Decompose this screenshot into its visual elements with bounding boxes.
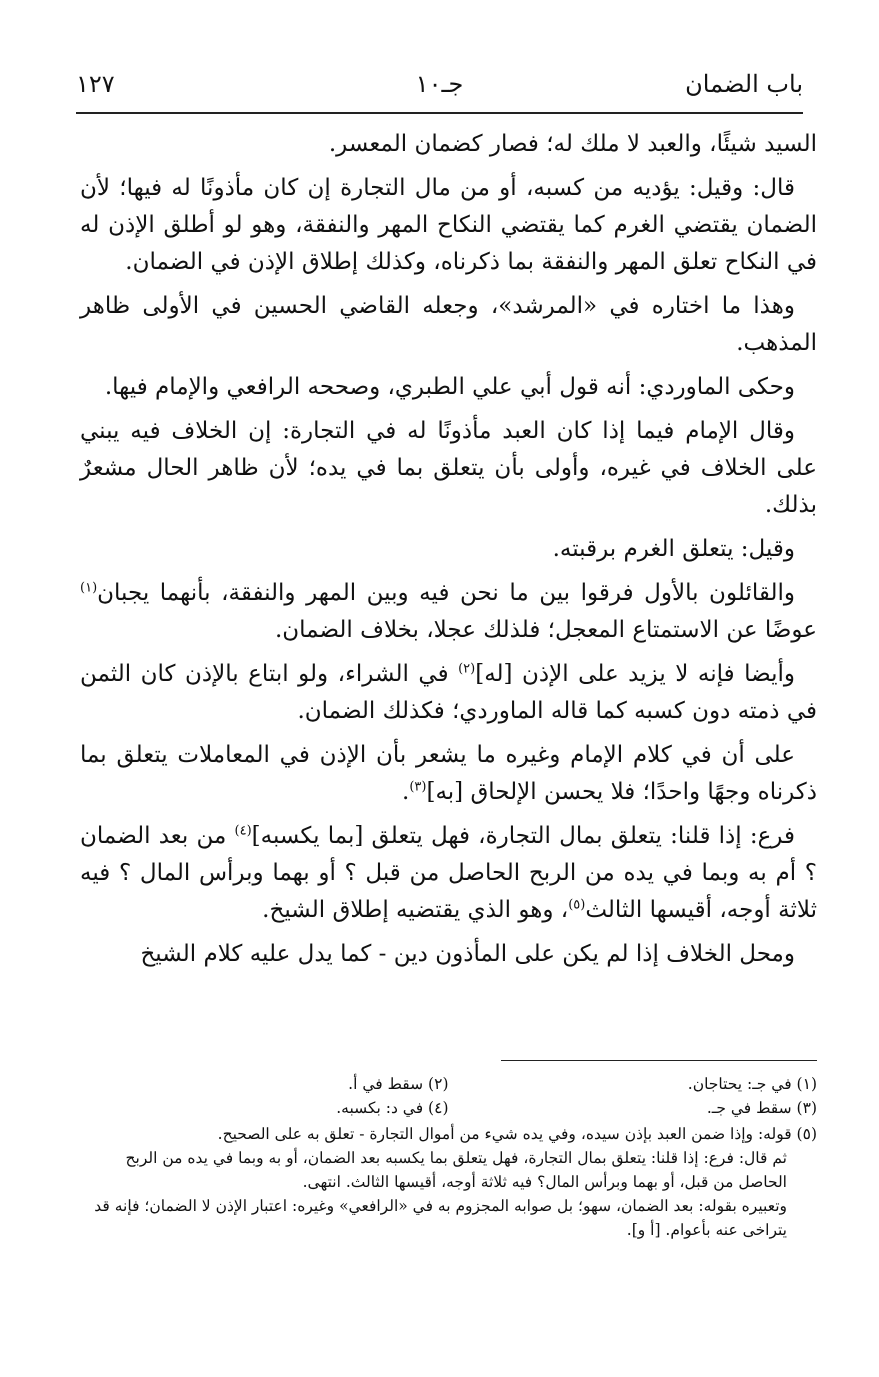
volume-number: جـ١٠ xyxy=(415,70,464,98)
paragraph-text: عوضًا عن الاستمتاع المعجل؛ فلذلك عجلا، بخلاف الضمان. xyxy=(274,617,817,643)
footnote-5-line: (٥) قوله: وإذا ضمن العبد بإذن سيده، وفي يده شيء من أموال التجارة - تعلق به على الصحيح. xyxy=(217,1125,817,1143)
paragraph: السيد شيئًا، والعبد لا ملك له؛ فصار كضمان المعسر. xyxy=(328,131,817,157)
paragraph-text: وأيضا فإنه لا يزيد على الإذن [له] xyxy=(475,661,795,687)
paragraph-text: ، وهو الذي يقتضيه إطلاق الشيخ. xyxy=(262,897,569,923)
footnote-ref: (٥) xyxy=(568,897,586,913)
paragraph xyxy=(80,575,817,649)
paragraph: وهذا ما اختاره في «المرشد»، وجعله القاضي الحسين في الأولى ظاهر المذهب. xyxy=(80,293,817,356)
footnote-5 xyxy=(80,1122,817,1242)
paragraph-text: من بعد الضمان ؟ أم به وبما في يده من الربح الحاصل من قبل ؟ أو بهما وبرأس المال ؟ فيه ثلاثة أوجه، أقيسها الثالث xyxy=(80,823,817,923)
footnote-5-line: ثم قال: فرع: إذا قلنا: يتعلق بمال التجارة، فهل يتعلق بما يكسبه بعد الضمان، أو به وبما في يده من الربح الحاصل من قبل، أو بهما وبرأس المال؟ فيه ثلاثة أوجه، أقيسها الثالث. انتهى. xyxy=(125,1149,787,1191)
paragraph-text: على أن في كلام الإمام وغيره ما يشعر بأن الإذن في المعاملات يتعلق بما ذكرناه وجهًا واحدًا؛ فلا يحسن الإلحاق [به] xyxy=(80,742,817,805)
chapter-title: باب الضمان xyxy=(685,70,803,98)
footnote-ref: (٤) xyxy=(234,823,252,839)
header-divider xyxy=(76,112,803,114)
paragraph-text: . xyxy=(402,779,410,805)
main-text xyxy=(80,126,817,980)
footnote-divider xyxy=(501,1060,817,1061)
paragraph: وقال الإمام فيما إذا كان العبد مأذونًا له في التجارة: إن الخلاف فيه يبني على الخلاف في غيره، وأولى بأن يتعلق بما في يده؛ لأن ظاهر الحال مشعرٌ بذلك. xyxy=(80,418,817,518)
paragraph-text: والقائلون بالأول فرقوا بين ما نحن فيه وبين المهر والنفقة، بأنهما يجبان xyxy=(97,580,795,606)
paragraph: ومحل الخلاف إذا لم يكن على المأذون دين - كما يدل عليه كلام الشيخ xyxy=(140,941,795,967)
footnote-2: (٢) سقط في أ. xyxy=(348,1075,449,1093)
paragraph xyxy=(80,818,817,929)
footnote-3: (٣) سقط في جـ. xyxy=(706,1099,817,1117)
paragraph-text: فرع: إذا قلنا: يتعلق بمال التجارة، فهل يتعلق [بما يكسبه] xyxy=(251,823,795,849)
paragraph: وقيل: يتعلق الغرم برقبته. xyxy=(552,536,795,562)
footnote-ref: (١) xyxy=(80,580,98,596)
paragraph: وحكى الماوردي: أنه قول أبي علي الطبري، وصححه الرافعي والإمام فيها. xyxy=(104,374,795,400)
running-header xyxy=(76,64,803,104)
footnote-ref: (٣) xyxy=(409,779,427,795)
footnote-ref: (٢) xyxy=(458,661,476,677)
footnote-1: (١) في جـ: يحتاجان. xyxy=(687,1075,817,1093)
paragraph: قال: وقيل: يؤديه من كسبه، أو من مال التجارة إن كان مأذونًا له فيها؛ لأن الضمان يقتضي الغرم كما يقتضي النكاح المهر والنفقة، وهو لو أطلق الإذن له في النكاح تعلق المهر والنفقة بما ذكرناه، وكذلك إطلاق الإذن في الضمان. xyxy=(80,175,817,275)
paragraph-text: في الشراء، ولو ابتاع بالإذن كان الثمن في ذمته دون كسبه كما قاله الماوردي؛ فكذلك الضمان. xyxy=(80,661,817,724)
footnote-row xyxy=(80,1072,817,1096)
footnote-4: (٤) في د: بكسبه. xyxy=(336,1099,449,1117)
page-number: ١٢٧ xyxy=(76,70,115,98)
footnote-5-line: وتعبيره بقوله: بعد الضمان، سهو؛ بل صوابه المجزوم به في «الرافعي» وغيره: اعتبار الإذن لا الضمان؛ فإنه قد يتراخى عنه بأعوام. [أ و]. xyxy=(94,1197,787,1239)
footnote-row xyxy=(80,1096,817,1120)
paragraph xyxy=(80,737,817,811)
paragraph xyxy=(80,656,817,730)
footnotes xyxy=(80,1072,817,1242)
